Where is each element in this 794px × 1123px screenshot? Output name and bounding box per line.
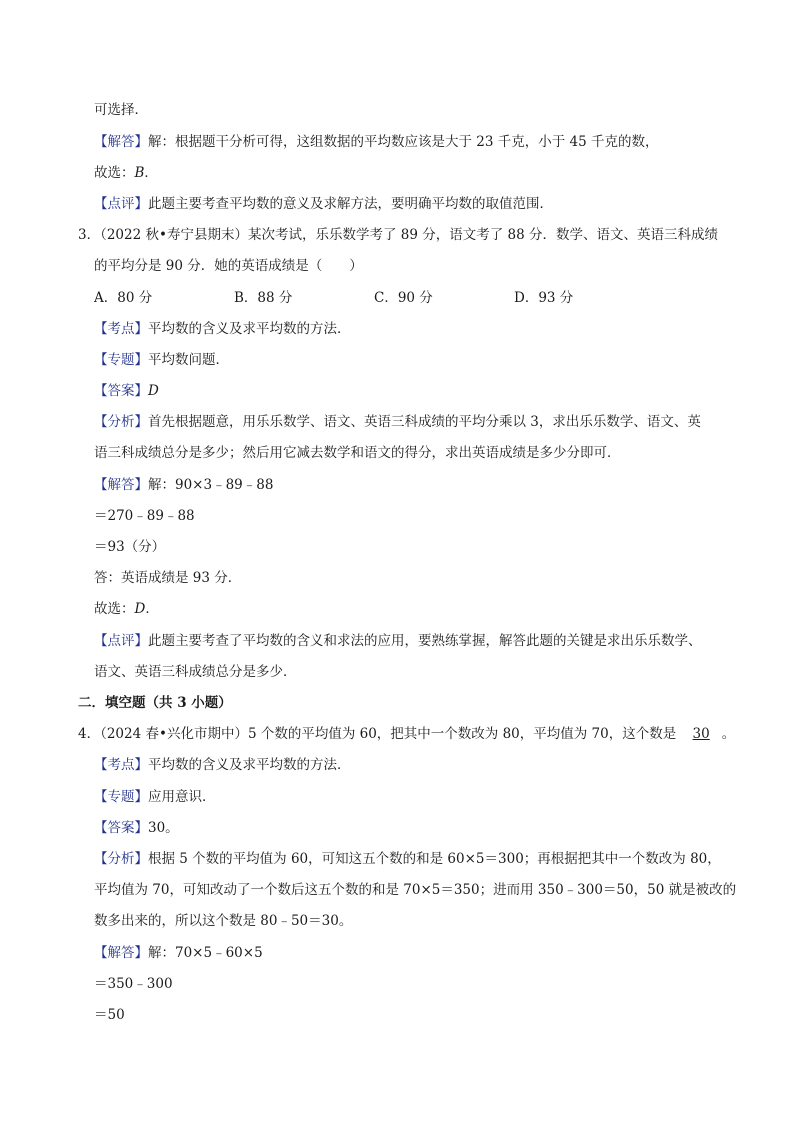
jieda-line: 【解答】解：70×5﹣60×5 <box>94 945 263 961</box>
choice-line: 故选：B． <box>94 165 158 181</box>
section-heading: 二．填空题（共 3 小题） <box>78 695 232 711</box>
fenxi-line: 【分析】根据 5 个数的平均值为 60，可知这五个数的和是 60×5＝300；再根据把其中一个数改为 80， <box>94 851 721 867</box>
daan-line: 【答案】D <box>94 383 159 399</box>
text-line: 可选择． <box>94 102 148 118</box>
dianping-line: 【点评】此题主要考查了平均数的含义和求法的应用，要熟练掌握，解答此题的关键是求出乐乐数学、 <box>94 633 702 649</box>
dianping-line-2: 语文、英语三科成绩总分是多少． <box>94 664 297 680</box>
step-line: 答：英语成绩是 93 分． <box>94 570 242 586</box>
fenxi-line-2: 平均值为 70，可知改动了一个数后这五个数的和是 70×5＝350；进而用 350﹣300＝50，50 就是被改的 <box>94 882 737 898</box>
fenxi-line-2: 语三科成绩总分是多少；然后用它减去数学和语文的得分，求出英语成绩是多少分即可． <box>94 445 621 461</box>
zhuanti-line: 【专题】平均数问题． <box>94 352 229 368</box>
jieda-line: 【解答】解：90×3﹣89﹣88 <box>94 477 274 493</box>
step-line: ＝350﹣300 <box>94 976 173 992</box>
step-line: ＝93（分） <box>94 539 166 555</box>
kaodian-line: 【考点】平均数的含义及求平均数的方法． <box>94 321 351 337</box>
kaodian-line: 【考点】平均数的含义及求平均数的方法． <box>94 757 351 773</box>
answer-line: 【解答】解：根据题干分析可得，这组数据的平均数应该是大于 23 千克，小于 45 千克的数， <box>94 134 659 150</box>
option-c: C．90 分 <box>374 290 433 306</box>
fenxi-line-3: 数多出来的，所以这个数是 80﹣50＝30。 <box>94 913 353 929</box>
question-4: 4．（2024 春•兴化市期中）5 个数的平均值为 60，把其中一个数改为 80，平均值为 70，这个数是 30 。 <box>78 726 736 742</box>
answer-tag: 【解答】 <box>94 134 148 150</box>
choice-line: 故选：D． <box>94 601 159 617</box>
daan-line: 【答案】30。 <box>94 820 179 836</box>
option-a: A．80 分 <box>94 290 153 306</box>
step-line: ＝50 <box>94 1007 125 1023</box>
step-line: ＝270﹣89﹣88 <box>94 508 195 524</box>
fenxi-line: 【分析】首先根据题意，用乐乐数学、语文、英语三科成绩的平均分乘以 3，求出乐乐数学、语文、英 <box>94 414 701 430</box>
question-3: 3．（2022 秋•寿宁县期末）某次考试，乐乐数学考了 89 分，语文考了 88 分．数学、语文、英语三科成绩 <box>78 227 718 243</box>
answer-blank: 30 <box>692 726 710 742</box>
option-d: D．93 分 <box>514 290 574 306</box>
comment-line: 【点评】此题主要考查平均数的意义及求解方法，要明确平均数的取值范围． <box>94 196 553 212</box>
question-3-cont: 的平均分是 90 分．她的英语成绩是（ ） <box>94 258 363 274</box>
option-b: B．88 分 <box>234 290 293 306</box>
zhuanti-line: 【专题】应用意识． <box>94 789 216 805</box>
options-row <box>94 288 573 308</box>
